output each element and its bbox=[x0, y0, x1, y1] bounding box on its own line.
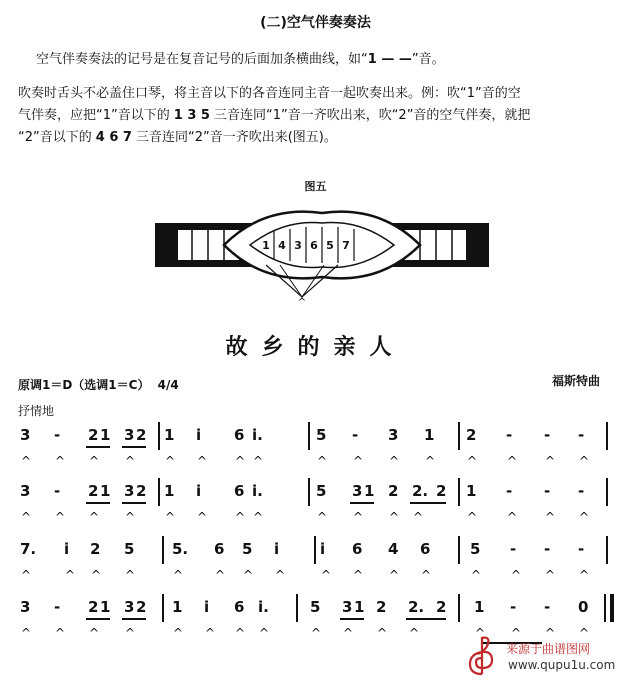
note: 1 bbox=[164, 482, 175, 500]
air-accompaniment-caret: ^ bbox=[21, 626, 32, 640]
note: 2 bbox=[436, 598, 447, 616]
watermark-url: www.qupu1u.com bbox=[508, 658, 616, 672]
paragraph-2-line-1: 吹奏时舌头不必盖住口琴，将主音以下的各音连同主音一起吹奏出来。例：吹“1”音的空 bbox=[18, 86, 521, 101]
note: 5 bbox=[242, 540, 253, 558]
note: 3 bbox=[342, 598, 353, 616]
note: 2 bbox=[466, 426, 477, 444]
bar-line bbox=[458, 422, 460, 450]
note: 5 bbox=[316, 482, 327, 500]
air-accompaniment-caret: ^ bbox=[321, 568, 332, 582]
beam-underline bbox=[122, 618, 146, 620]
bar-line bbox=[158, 422, 160, 450]
bar-line bbox=[458, 536, 460, 564]
note: 5 bbox=[470, 540, 481, 558]
bar-line bbox=[162, 594, 164, 622]
note: 3 bbox=[124, 598, 135, 616]
beam-underline bbox=[86, 618, 110, 620]
paragraph-2-line-3-a: “2”音以下的 bbox=[18, 130, 92, 145]
note: 2 bbox=[88, 482, 99, 500]
air-accompaniment-caret: ^ bbox=[579, 454, 590, 468]
air-accompaniment-caret: ^ bbox=[579, 626, 590, 640]
air-accompaniment-caret: ^ bbox=[545, 510, 556, 524]
paragraph-2-line-3-b: 三音连同“2”音一齐吹出来(图五)。 bbox=[135, 130, 337, 145]
bar-line bbox=[314, 536, 316, 564]
beam-underline bbox=[86, 502, 110, 504]
air-accompaniment-caret: ^ bbox=[545, 454, 556, 468]
air-accompaniment-caret: ^ bbox=[579, 568, 590, 582]
air-accompaniment-caret: ^ bbox=[511, 626, 522, 640]
note: i. bbox=[252, 482, 263, 500]
air-accompaniment-caret: ^ bbox=[421, 568, 432, 582]
note: 0 bbox=[578, 598, 589, 616]
beam-underline bbox=[122, 502, 146, 504]
harmonica-figure bbox=[154, 205, 490, 305]
air-accompaniment-caret: ^ bbox=[125, 568, 136, 582]
air-accompaniment-caret: ^ bbox=[55, 454, 66, 468]
note: i bbox=[320, 540, 326, 558]
beam-underline bbox=[86, 446, 110, 448]
note: 1 bbox=[354, 598, 365, 616]
air-accompaniment-caret: ^ bbox=[125, 454, 136, 468]
air-accompaniment-caret: ^ bbox=[275, 568, 286, 582]
watermark-text: 来源于曲谱图网 bbox=[506, 642, 591, 656]
air-accompaniment-caret: ^ bbox=[205, 626, 216, 640]
note: i. bbox=[252, 426, 263, 444]
paragraph-2-line-3 bbox=[18, 128, 337, 148]
note: 2. bbox=[412, 482, 429, 500]
figure-caption: 图五 bbox=[304, 180, 327, 193]
song-title: 故乡的亲人 bbox=[225, 335, 406, 360]
air-accompaniment-caret: ^ bbox=[197, 510, 208, 524]
air-accompaniment-caret: ^ bbox=[311, 626, 322, 640]
note: - bbox=[544, 598, 551, 616]
air-accompaniment-caret: ^ bbox=[475, 626, 486, 640]
note: - bbox=[544, 426, 551, 444]
hole-number: 4 bbox=[278, 239, 286, 252]
note: 4 bbox=[388, 540, 399, 558]
note: - bbox=[510, 598, 517, 616]
bar-line bbox=[458, 594, 460, 622]
treble-clef-logo bbox=[464, 634, 498, 678]
beam-underline bbox=[410, 502, 446, 504]
air-accompaniment-caret: ^ bbox=[197, 454, 208, 468]
air-accompaniment-caret: ^ bbox=[353, 510, 364, 524]
air-accompaniment-caret: ^ bbox=[89, 454, 100, 468]
hole-number: 7 bbox=[342, 239, 350, 252]
air-accompaniment-caret: ^ bbox=[471, 568, 482, 582]
note: 6 bbox=[234, 482, 245, 500]
air-accompaniment-caret: ^ bbox=[89, 510, 100, 524]
note: - bbox=[578, 482, 585, 500]
note: 6 bbox=[234, 426, 245, 444]
note: 2 bbox=[136, 426, 147, 444]
figure-caret: ^ bbox=[297, 297, 307, 305]
air-accompaniment-caret: ^ bbox=[21, 568, 32, 582]
note: 3 bbox=[124, 482, 135, 500]
air-accompaniment-caret: ^ bbox=[65, 568, 76, 582]
note: 1 bbox=[100, 598, 111, 616]
bar-line bbox=[308, 422, 310, 450]
note: i bbox=[274, 540, 280, 558]
air-accompaniment-caret: ^ bbox=[511, 568, 522, 582]
final-bar-line bbox=[610, 594, 614, 622]
note: i bbox=[196, 426, 202, 444]
air-accompaniment-caret: ^ bbox=[125, 510, 136, 524]
note: 6 bbox=[420, 540, 431, 558]
composer: 福斯特曲 bbox=[552, 374, 601, 388]
note: i. bbox=[258, 598, 269, 616]
air-accompaniment-caret: ^ bbox=[235, 626, 246, 640]
note: 1 bbox=[424, 426, 435, 444]
air-accompaniment-caret: ^ bbox=[389, 454, 400, 468]
notation-staff bbox=[0, 420, 631, 660]
air-accompaniment-caret: ^ bbox=[235, 454, 246, 468]
air-accompaniment-caret: ^ bbox=[579, 510, 590, 524]
section-title: (二)空气伴奏奏法 bbox=[260, 15, 371, 31]
note: 5 bbox=[310, 598, 321, 616]
note: 5 bbox=[316, 426, 327, 444]
beam-underline bbox=[122, 446, 146, 448]
air-accompaniment-caret: ^ bbox=[467, 510, 478, 524]
air-accompaniment-caret: ^ bbox=[507, 510, 518, 524]
air-accompaniment-caret: ^ bbox=[343, 626, 354, 640]
note: 1 bbox=[172, 598, 183, 616]
note: 1 bbox=[466, 482, 477, 500]
note: 2. bbox=[408, 598, 425, 616]
note: 3 bbox=[20, 482, 31, 500]
air-accompaniment-caret: ^ bbox=[21, 510, 32, 524]
note: 3 bbox=[388, 426, 399, 444]
air-accompaniment-caret: ^ bbox=[55, 626, 66, 640]
air-accompaniment-caret: ^ bbox=[545, 568, 556, 582]
key-signature bbox=[18, 376, 179, 393]
note: 3 bbox=[352, 482, 363, 500]
note: 6 bbox=[214, 540, 225, 558]
note: - bbox=[352, 426, 359, 444]
hole-number: 6 bbox=[310, 239, 318, 252]
note: - bbox=[54, 426, 61, 444]
note: 2 bbox=[136, 598, 147, 616]
air-accompaniment-caret: ^ bbox=[215, 568, 226, 582]
note: 3 bbox=[124, 426, 135, 444]
note: - bbox=[544, 482, 551, 500]
air-accompaniment-caret: ^ bbox=[165, 510, 176, 524]
note: 6 bbox=[352, 540, 363, 558]
note: 2 bbox=[376, 598, 387, 616]
time-signature: 4/4 bbox=[157, 378, 179, 392]
air-accompaniment-caret: ^ bbox=[21, 454, 32, 468]
hole-number: 5 bbox=[326, 239, 334, 252]
note: 5. bbox=[172, 540, 189, 558]
note: 1 bbox=[100, 482, 111, 500]
paragraph-2-line-2 bbox=[18, 106, 530, 126]
note: - bbox=[544, 540, 551, 558]
air-accompaniment-caret: ^ bbox=[389, 510, 400, 524]
paragraph-1-text: 空气伴奏奏法的记号是在复音记号的后面加条横曲线，如“ bbox=[36, 52, 368, 67]
bar-line bbox=[604, 594, 606, 622]
key-text: 原调1＝D（选调1＝C） bbox=[18, 378, 150, 392]
air-accompaniment-caret: ^ bbox=[409, 626, 420, 640]
air-accompaniment-caret: ^ bbox=[389, 568, 400, 582]
note: 1 bbox=[100, 426, 111, 444]
note: - bbox=[578, 426, 585, 444]
bar-line bbox=[606, 536, 608, 564]
note: 2 bbox=[436, 482, 447, 500]
air-accompaniment-caret: ^ bbox=[89, 626, 100, 640]
note: 2 bbox=[88, 598, 99, 616]
note: 7. bbox=[20, 540, 37, 558]
bar-line bbox=[606, 422, 608, 450]
beam-underline bbox=[350, 502, 374, 504]
air-accompaniment-caret: ^ bbox=[259, 626, 270, 640]
note: - bbox=[506, 482, 513, 500]
note: - bbox=[578, 540, 585, 558]
note: - bbox=[54, 482, 61, 500]
air-accompaniment-caret: ^ bbox=[507, 454, 518, 468]
paragraph-1-end: ”音。 bbox=[411, 52, 445, 67]
air-accompaniment-caret: ^ bbox=[317, 454, 328, 468]
bar-line bbox=[606, 478, 608, 506]
note: i bbox=[204, 598, 210, 616]
note: 5 bbox=[124, 540, 135, 558]
air-accompaniment-caret: ^ bbox=[377, 626, 388, 640]
air-accompaniment-caret: ^ bbox=[353, 454, 364, 468]
note: 1 bbox=[474, 598, 485, 616]
bar-line bbox=[162, 536, 164, 564]
air-accompaniment-caret: ^ bbox=[243, 568, 254, 582]
air-accompaniment-caret: ^ bbox=[55, 510, 66, 524]
air-accompaniment-caret: ^ bbox=[253, 510, 264, 524]
note: 6 bbox=[234, 598, 245, 616]
bar-line bbox=[158, 478, 160, 506]
air-accompaniment-caret: ^ bbox=[413, 510, 424, 524]
air-accompaniment-caret: ^ bbox=[425, 454, 436, 468]
note: 1 bbox=[164, 426, 175, 444]
paragraph-1-notation: 1 — — bbox=[367, 52, 412, 67]
hole-number: 1 bbox=[262, 239, 270, 252]
air-accompaniment-caret: ^ bbox=[253, 454, 264, 468]
air-accompaniment-caret: ^ bbox=[91, 568, 102, 582]
air-accompaniment-caret: ^ bbox=[317, 510, 328, 524]
note: 2 bbox=[88, 426, 99, 444]
bar-line bbox=[296, 594, 298, 622]
hole-number: 3 bbox=[294, 239, 302, 252]
air-accompaniment-caret: ^ bbox=[235, 510, 246, 524]
note: 1 bbox=[364, 482, 375, 500]
note: - bbox=[506, 426, 513, 444]
note: 2 bbox=[136, 482, 147, 500]
note: 3 bbox=[20, 426, 31, 444]
beam-underline bbox=[340, 618, 364, 620]
note: 2 bbox=[388, 482, 399, 500]
paragraph-2-line-2-a: 气伴奏，应把“1”音以下的 bbox=[18, 108, 170, 123]
note: - bbox=[510, 540, 517, 558]
air-accompaniment-caret: ^ bbox=[467, 454, 478, 468]
note: - bbox=[54, 598, 61, 616]
bar-line bbox=[308, 478, 310, 506]
paragraph-1 bbox=[36, 50, 445, 70]
beam-underline bbox=[406, 618, 446, 620]
air-accompaniment-caret: ^ bbox=[173, 626, 184, 640]
note: i bbox=[64, 540, 70, 558]
note: 3 bbox=[20, 598, 31, 616]
note: i bbox=[196, 482, 202, 500]
bar-line bbox=[458, 478, 460, 506]
air-accompaniment-caret: ^ bbox=[173, 568, 184, 582]
air-accompaniment-caret: ^ bbox=[353, 568, 364, 582]
paragraph-2-line-2-b: 三音连同“1”音一齐吹出来，吹“2”音的空气伴奏，就把 bbox=[213, 108, 531, 123]
expression-mark: 抒情地 bbox=[18, 404, 55, 418]
air-accompaniment-caret: ^ bbox=[125, 626, 136, 640]
air-accompaniment-caret: ^ bbox=[545, 626, 556, 640]
paragraph-2-line-3-notes: 4 6 7 bbox=[95, 130, 132, 145]
paragraph-2-line-2-notes: 1 3 5 bbox=[173, 108, 210, 123]
note: 2 bbox=[90, 540, 101, 558]
air-accompaniment-caret: ^ bbox=[165, 454, 176, 468]
